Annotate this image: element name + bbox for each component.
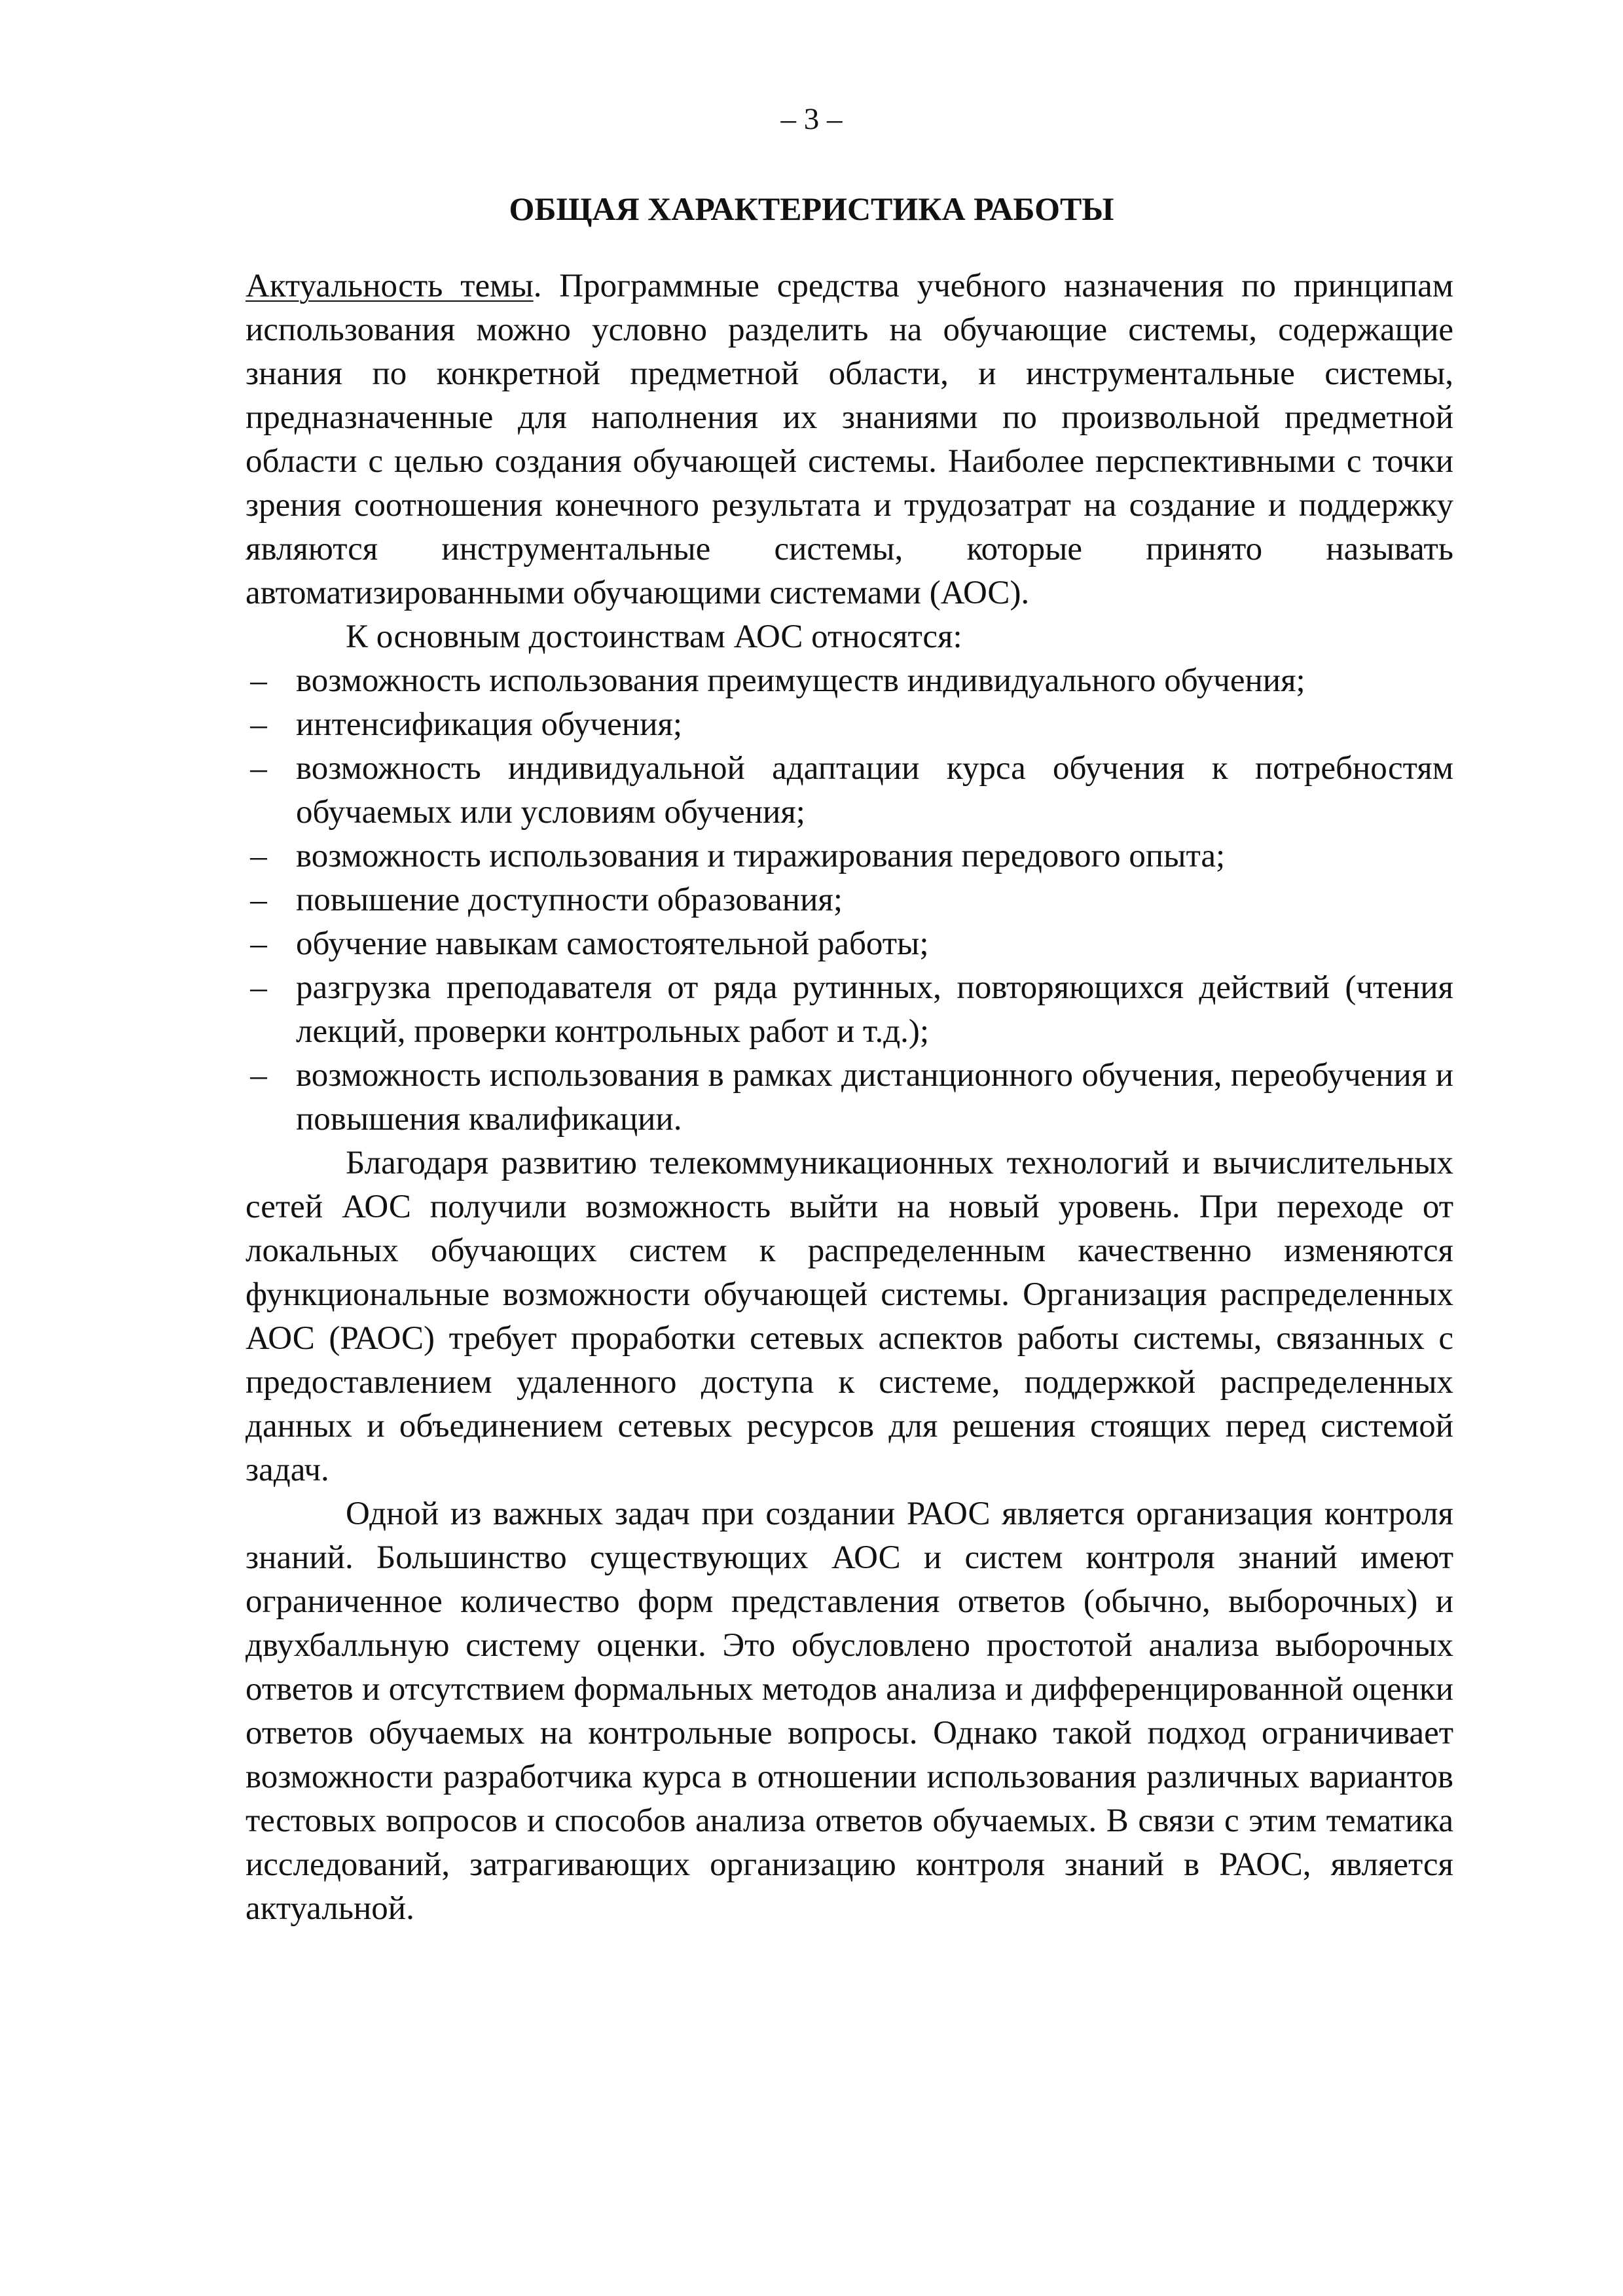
page-title: ОБЩАЯ ХАРАКТЕРИСТИКА РАБОТЫ bbox=[509, 190, 1114, 227]
list-item-text: возможность использования преимуществ индивидуального обучения; bbox=[296, 662, 1305, 699]
dash-marker: – bbox=[250, 706, 267, 743]
list-item bbox=[246, 966, 1453, 1054]
dash-marker: – bbox=[250, 838, 267, 874]
section-heading: Актуальность темы bbox=[246, 268, 534, 304]
document-body bbox=[246, 264, 1453, 1931]
advantages-list bbox=[246, 659, 1453, 1141]
list-item bbox=[246, 747, 1453, 834]
dash-marker: – bbox=[250, 925, 267, 962]
dash-marker: – bbox=[250, 882, 267, 918]
network-paragraph: Благодаря развитию телекоммуникационных технологий и вычислительных сетей АОС получили возможность выйти на новый уровень. При переходе от локальных обучающих систем к распределенным качественно изменяются функциональные возможности обучающей системы. Организация распределенных АОС (РАОС) требует проработки сетевых аспектов работы системы, связанных с предоставлением удаленного доступа к системе, поддержкой распределенных данных и объединением сетевых ресурсов для решения стоящих перед системой задач. bbox=[246, 1145, 1453, 1488]
list-item-text: интенсификация обучения; bbox=[296, 706, 683, 743]
list-item bbox=[246, 703, 1453, 747]
list-item-text: возможность использования и тиражирования передового опыта; bbox=[296, 838, 1226, 874]
list-intro: К основным достоинствам АОС относятся: bbox=[346, 619, 962, 655]
list-item bbox=[246, 659, 1453, 703]
dash-marker: – bbox=[250, 750, 267, 787]
list-item bbox=[246, 834, 1453, 878]
list-item bbox=[246, 922, 1453, 966]
list-item bbox=[246, 1054, 1453, 1141]
dash-marker: – bbox=[250, 969, 267, 1006]
list-item-text: разгрузка преподавателя от ряда рутинных, повторяющихся действий (чтения лекций, проверки контрольных работ и т.д.); bbox=[296, 969, 1453, 1050]
list-item-text: обучение навыкам самостоятельной работы; bbox=[296, 925, 929, 962]
list-item-text: повышение доступности образования; bbox=[296, 882, 843, 918]
page-number: – 3 – bbox=[780, 102, 843, 136]
relevance-text: . Программные средства учебного назначения по принципам использования можно условно разделить на обучающие системы, содержащие знания по конкретной предметной области, и инструментальные системы, предназначенные для наполнения их знаниями по произвольной предметной области с целью создания обучающей системы. Наиболее перспективными с точки зрения соотношения конечного результата и трудозатрат на создание и поддержку являются инструментальные системы, которые принято называть автоматизированными обучающими системами (АОС). bbox=[246, 268, 1453, 611]
list-item bbox=[246, 878, 1453, 922]
dash-marker: – bbox=[250, 1057, 267, 1094]
list-item-text: возможность индивидуальной адаптации курса обучения к потребностям обучаемых или условиям обучения; bbox=[296, 750, 1453, 831]
knowledge-control-paragraph: Одной из важных задач при создании РАОС является организация контроля знаний. Большинство существующих АОС и систем контроля знаний имеют ограниченное количество форм представления ответов (обычно, выборочных) и двухбалльную систему оценки. Это обусловлено простотой анализа выборочных ответов и отсутствием формальных методов анализа и дифференцированной оценки ответов обучаемых на контрольные вопросы. Однако такой подход ограничивает возможности разработчика курса в отношении использования различных вариантов тестовых вопросов и способов анализа ответов обучаемых. В связи с этим тематика исследований, затрагивающих организацию контроля знаний в РАОС, является актуальной. bbox=[246, 1496, 1453, 1927]
dash-marker: – bbox=[250, 662, 267, 699]
relevance-paragraph bbox=[246, 264, 1453, 615]
list-item-text: возможность использования в рамках дистанционного обучения, переобучения и повышения квалификации. bbox=[296, 1057, 1453, 1138]
